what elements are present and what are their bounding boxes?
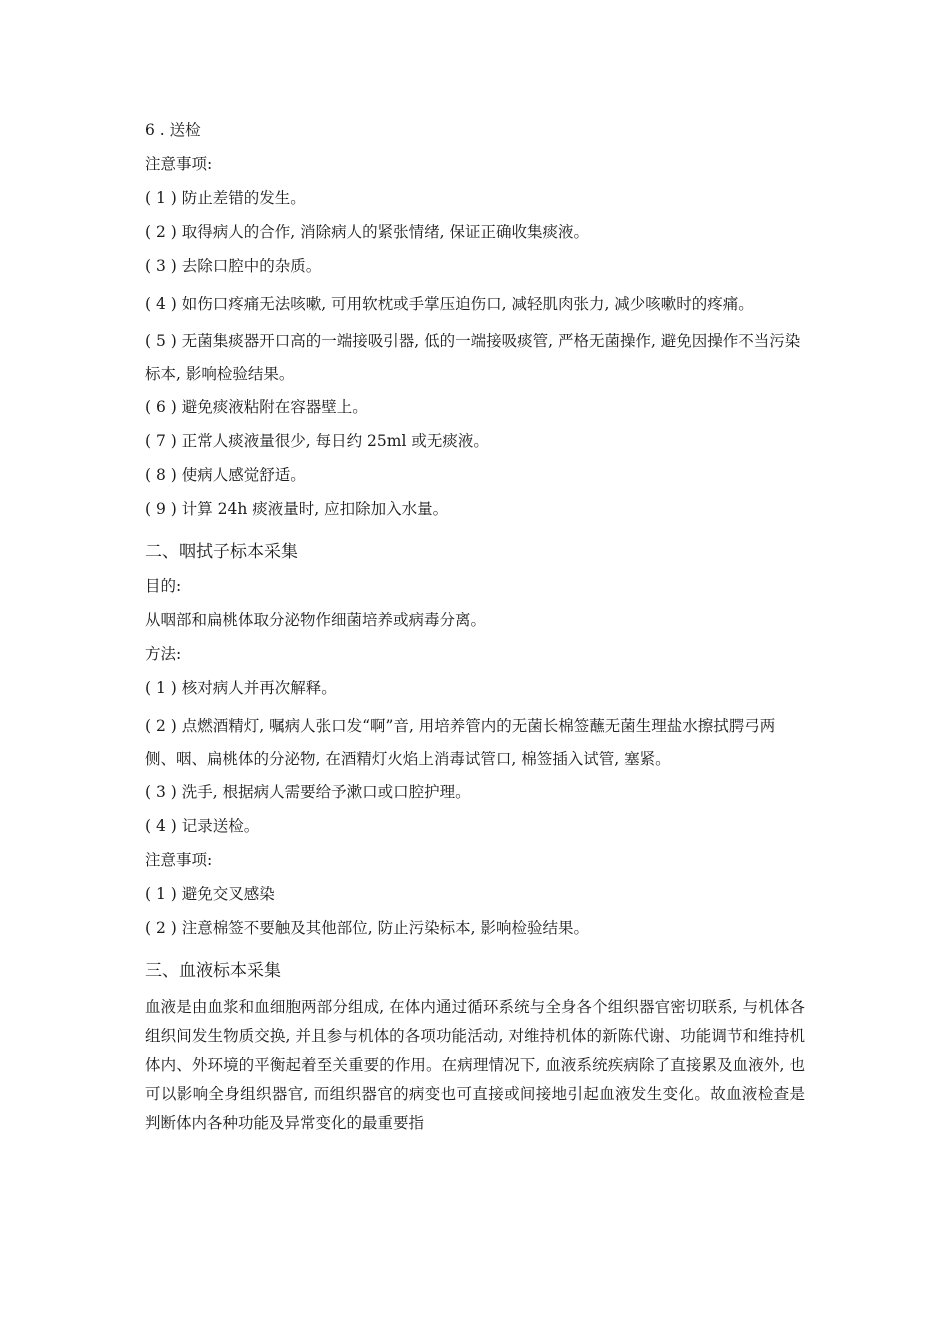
notes-label: 注意事项: [145, 851, 213, 869]
method-item: ( 1 ) 核对病人并再次解释。 [145, 679, 337, 697]
note-item: ( 5 ) 无菌集痰器开口高的一端接吸引器, 低的一端接吸痰管, 严格无菌操作, 避免因操作不当污染标本, 影响检验结果。 [145, 332, 801, 383]
note-item: ( 2 ) 取得病人的合作, 消除病人的紧张情绪, 保证正确收集痰液。 [145, 223, 589, 241]
section-2-title: 二、咽拭子标本采集 [145, 542, 298, 562]
note-item: ( 1 ) 防止差错的发生。 [145, 189, 306, 207]
note-item: ( 2 ) 注意棉签不要触及其他部位, 防止污染标本, 影响检验结果。 [145, 919, 589, 937]
notes-label: 注意事项: [145, 155, 213, 173]
note-item: ( 6 ) 避免痰液粘附在容器壁上。 [145, 398, 368, 416]
document-page [145, 118, 805, 1138]
method-item: ( 3 ) 洗手, 根据病人需要给予漱口或口腔护理。 [145, 783, 471, 801]
purpose-label: 目的: [145, 577, 182, 595]
note-item: ( 1 ) 避免交叉感染 [145, 885, 275, 903]
note-item: ( 3 ) 去除口腔中的杂质。 [145, 257, 322, 275]
section-3-body: 血液是由血浆和血细胞两部分组成, 在体内通过循环系统与全身各个组织器官密切联系, 与机体各组织间发生物质交换, 并且参与机体的各项功能活动, 对维持机体的新陈代谢、功能调节和维持机体内、外环境的平衡起着至关重要的作用。在病理情况下, 血液系统疾病除了直接累及血液外, 也可以影响全身组织器官, 而组织器官的病变也可直接或间接地引起血液发生变化。故血液检查是判断体内各种功能及异常变化的最重要指 [145, 998, 805, 1132]
step-6-send-for-test: 6 . 送检 [145, 121, 201, 139]
purpose-text: 从咽部和扁桃体取分泌物作细菌培养或病毒分离。 [145, 611, 487, 629]
section-3-title: 三、血液标本采集 [145, 961, 281, 981]
note-item: ( 4 ) 如伤口疼痛无法咳嗽, 可用软枕或手掌压迫伤口, 减轻肌肉张力, 减少咳嗽时的疼痛。 [145, 295, 754, 313]
note-item: ( 8 ) 使病人感觉舒适。 [145, 466, 306, 484]
note-item: ( 7 ) 正常人痰液量很少, 每日约 25ml 或无痰液。 [145, 432, 489, 450]
note-item: ( 9 ) 计算 24h 痰液量时, 应扣除加入水量。 [145, 500, 449, 518]
method-item: ( 2 ) 点燃酒精灯, 嘱病人张口发“啊”音, 用培养管内的无菌长棉签蘸无菌生理盐水擦拭腭弓两侧、咽、扁桃体的分泌物, 在酒精灯火焰上消毒试管口, 棉签插入试管, 塞紧。 [145, 717, 776, 768]
method-label: 方法: [145, 645, 182, 663]
method-item: ( 4 ) 记录送检。 [145, 817, 260, 835]
